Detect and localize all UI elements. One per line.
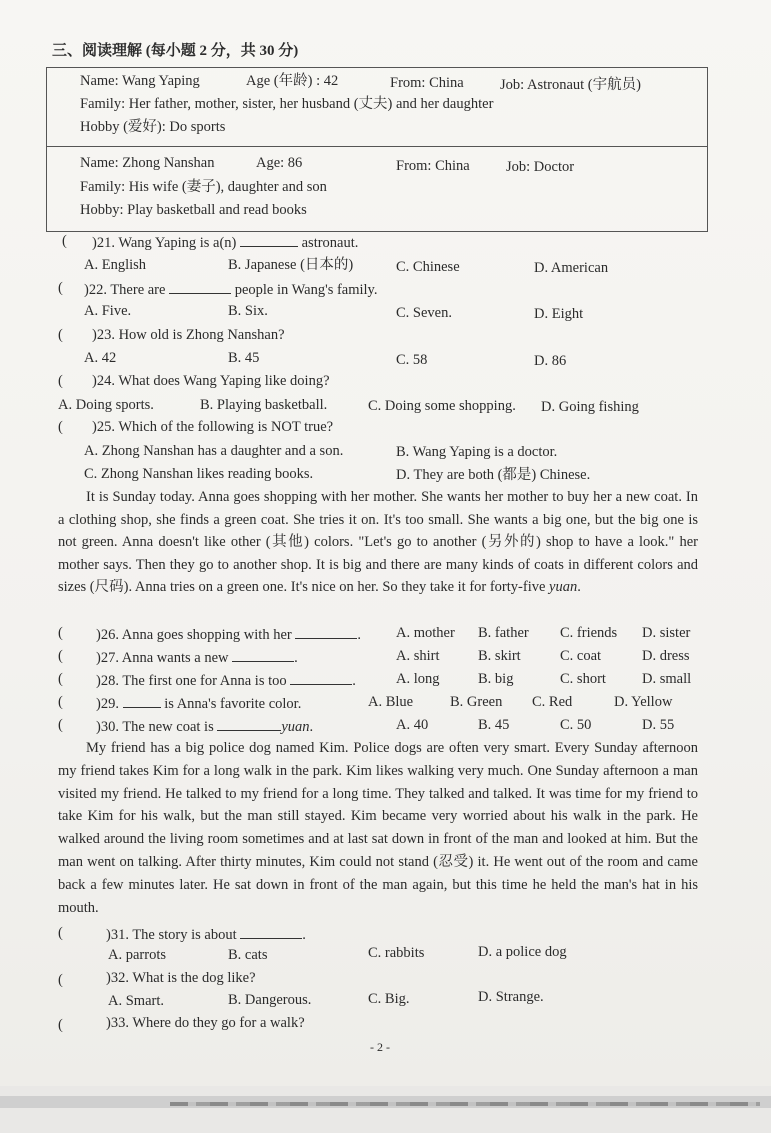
card1-family: Family: Her father, mother, sister, her husband (丈夫) and her daughter [80,96,494,112]
q23-paren: ( [58,327,63,343]
q31-option-a[interactable]: A. parrots [108,947,166,963]
q22-option-b[interactable]: B. Six. [228,303,268,319]
q32-option-d[interactable]: D. Strange. [478,989,544,1005]
next-page-edge [0,1086,771,1133]
q21-paren: ( [62,233,67,249]
q30-option-b[interactable]: B. 45 [478,717,510,733]
q31-option-d[interactable]: D. a police dog [478,944,567,960]
q28-option-b[interactable]: B. big [478,671,514,687]
q31-stem: )31. The story is about . [106,924,306,944]
q33-paren: ( [58,1017,63,1033]
q24-option-d[interactable]: D. Going fishing [541,399,639,415]
q28-option-d[interactable]: D. small [642,671,692,687]
q25-option-a[interactable]: A. Zhong Nanshan has a daughter and a son. [84,443,344,459]
q26-option-d[interactable]: D. sister [642,625,691,641]
card2-job: Job: Doctor [506,159,575,175]
page-number: - 2 - [370,1040,390,1054]
card1-job: Job: Astronaut (宇航员) [500,77,641,93]
q27-option-d[interactable]: D. dress [642,648,690,664]
q26-paren: ( [58,625,63,641]
q29-option-c[interactable]: C. Red [532,694,573,710]
q25-option-c[interactable]: C. Zhong Nanshan likes reading books. [84,466,314,482]
q24-option-c[interactable]: C. Doing some shopping. [368,398,516,414]
card2-name: Name: Zhong Nanshan [80,155,215,171]
q27-option-b[interactable]: B. skirt [478,648,521,664]
q27-option-c[interactable]: C. coat [560,648,602,664]
q32-stem: )32. What is the dog like? [106,970,256,986]
q27-paren: ( [58,648,63,664]
q27-stem: )27. Anna wants a new . [96,647,298,667]
q28-option-c[interactable]: C. short [560,671,606,687]
q29-paren: ( [58,694,63,710]
q25-paren: ( [58,419,63,435]
q30-option-d[interactable]: D. 55 [642,717,675,733]
card2-hobby: Hobby: Play basketball and read books [80,202,307,218]
q30-option-a[interactable]: A. 40 [396,717,429,733]
q22-option-a[interactable]: A. Five. [84,303,132,319]
passage-anna: It is Sunday today. Anna goes shopping with her mother. She wants her mother to buy her a new coat. In a clothing shop, she finds a green coat. She tries it on. It's too small. She wants a big one, but the big one is not green. Anna doesn't like other (其他) colors. "Let's go to another (另外的) shop to have a look." her mother says. Then they go to another shop. It is big and there are many kinds of coats in different colors and sizes (尺码). Anna tries on a green one. It's nice on her. So they take it for forty-five yuan. [58,489,698,595]
q29-option-a[interactable]: A. Blue [368,694,414,710]
q21-option-c[interactable]: C. Chinese [396,259,460,275]
q30-paren: ( [58,717,63,733]
q26-stem: )26. Anna goes shopping with her . [96,624,361,644]
q21-option-a[interactable]: A. English [84,257,147,273]
card2-from: From: China [396,158,470,174]
q32-option-c[interactable]: C. Big. [368,991,410,1007]
scan-band-text-fragments [170,1102,760,1106]
q32-option-a[interactable]: A. Smart. [108,993,164,1009]
q24-paren: ( [58,373,63,389]
q30-option-c[interactable]: C. 50 [560,717,592,733]
q28-option-a[interactable]: A. long [396,671,440,687]
q22-paren: ( [58,280,63,296]
card1-from: From: China [390,75,464,91]
q28-stem: )28. The first one for Anna is too . [96,670,356,690]
q23-option-c[interactable]: C. 58 [396,352,428,368]
passage-police-dog: My friend has a big police dog named Kim. Police dogs are often very smart. Every Sunday afternoon my friend takes Kim for a long walk in the park. Kim likes walking very much. One Sunday afternoon a man visited my friend. He talked to my friend for a long time. They talked and talked. It was time for my friend to take Kim for his walk, but the man still stayed. Kim became very worried about his walk in the park. He walked around the living room sometimes and at last sat down in front of the man and looked at him. But the man went on talking. After thirty minutes, Kim could not stand (忍受) it. He went out of the room and came back a few minutes later. He sat down in front of the man again, but this time he held the man's hat in his mouth. [58,740,698,916]
q33-stem: )33. Where do they go for a walk? [106,1015,305,1031]
card2-family: Family: His wife (妻子), daughter and son [80,179,327,195]
card1-hobby: Hobby (爱好): Do sports [80,119,226,135]
q22-stem: )22. There are people in Wang's family. [84,279,378,299]
q22-option-c[interactable]: C. Seven. [396,305,452,321]
q26-option-c[interactable]: C. friends [560,625,618,641]
q25-option-b[interactable]: B. Wang Yaping is a doctor. [396,444,558,460]
section-title: 三、阅读理解 (每小题 2 分，共 30 分) [52,43,299,59]
card1-name: Name: Wang Yaping [80,73,200,89]
q31-option-b[interactable]: B. cats [228,947,268,963]
q32-option-b[interactable]: B. Dangerous. [228,992,312,1008]
q25-option-d[interactable]: D. They are both (都是) Chinese. [396,467,591,483]
q26-option-b[interactable]: B. father [478,625,529,641]
q24-option-a[interactable]: A. Doing sports. [58,397,154,413]
q32-paren: ( [58,972,63,988]
q29-option-d[interactable]: D. Yellow [614,694,673,710]
card1-age: Age (年龄) : 42 [246,73,339,89]
q25-stem: )25. Which of the following is NOT true? [92,419,334,435]
q31-option-c[interactable]: C. rabbits [368,945,425,961]
q23-option-b[interactable]: B. 45 [228,350,260,366]
q28-paren: ( [58,671,63,687]
q21-option-b[interactable]: B. Japanese (日本的) [228,257,354,273]
q26-option-a[interactable]: A. mother [396,625,455,641]
q22-option-d[interactable]: D. Eight [534,306,584,322]
q21-stem: )21. Wang Yaping is a(n) astronaut. [92,232,358,252]
q31-paren: ( [58,925,63,941]
q23-option-d[interactable]: D. 86 [534,353,567,369]
q24-option-b[interactable]: B. Playing basketball. [200,397,328,413]
q27-option-a[interactable]: A. shirt [396,648,440,664]
q23-stem: )23. How old is Zhong Nanshan? [92,327,285,343]
q23-option-a[interactable]: A. 42 [84,350,117,366]
q30-stem: )30. The new coat is yuan. [96,716,313,736]
q21-option-d[interactable]: D. American [534,260,609,276]
q24-stem: )24. What does Wang Yaping like doing? [92,373,330,389]
q29-option-b[interactable]: B. Green [450,694,503,710]
card2-age: Age: 86 [256,155,303,171]
q29-stem: )29. is Anna's favorite color. [96,693,301,713]
